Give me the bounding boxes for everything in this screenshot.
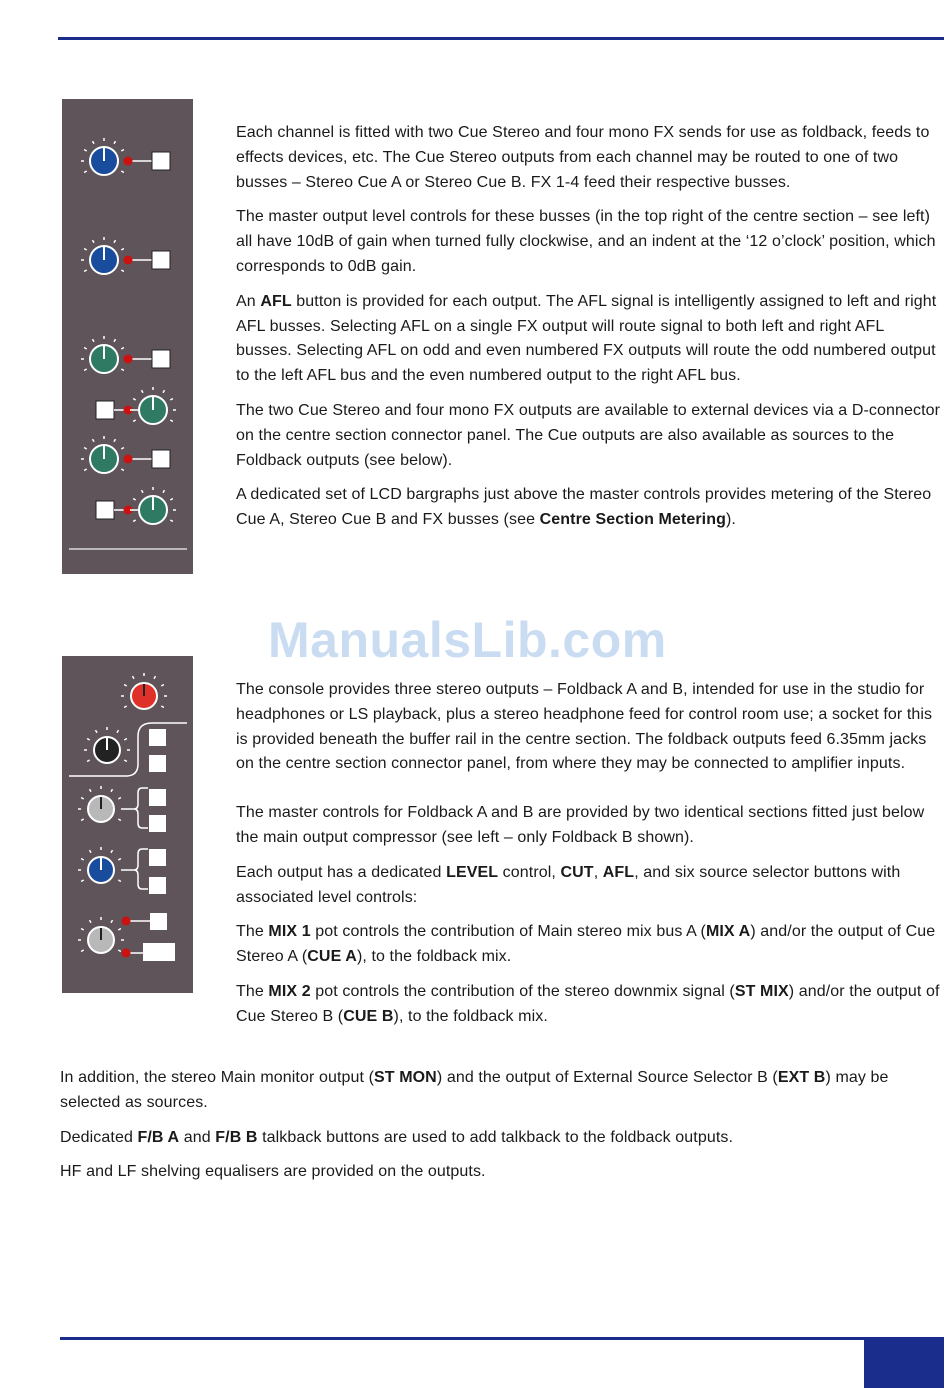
cut-led [122,917,131,926]
fb-level-knob [78,917,124,953]
cue-a-level-knob [81,138,127,175]
mix-a-button [149,789,166,806]
foldback-panel-drawing [62,656,193,993]
mix1-knob [78,786,124,822]
st-mix-button [149,849,166,866]
cue-b-afl-button [152,251,170,269]
outputs-paragraph: The two Cue Stereo and four mono FX outputs are available to external devices via a D-connector on the centre section connector panel. The Cue outputs are also available as sources to the Foldback outputs (see below). [236,401,941,469]
cue-fx-master-panel-illustration [62,99,193,574]
fb-button-2 [149,755,166,772]
foldback-outputs-paragraph: The console provides three stereo outputs – Foldback A and B, intended for use in the studio for headphones or LS playback, plus a stereo headphone feed for control room use; a socket for this is provided beneath the buffer rail in the centre section. The foldback outputs feed 6.35mm jacks on the centre section connector panel, from where they may be connected to amplifier inputs. [236,681,933,773]
afl-paragraph: An AFL button is provided for each output. The AFL signal is intelligently assigned to left and right AFL busses. Selecting AFL on a single FX output will route signal to both left and right AFL busses. Selecting AFL on odd and even numbered FX outputs will route the odd numbered output to the left AFL bus and the even numbered output to the right AFL bus. [236,292,937,385]
cue-b-button [149,877,166,894]
cue-b-led [124,256,133,265]
mix2-knob [78,847,124,883]
fx3-level-knob [81,436,127,473]
fx4-afl-button [96,501,114,519]
talkback-paragraph: Dedicated F/B A and F/B B talkback buttons are used to add talkback to the foldback outputs. [60,1128,734,1146]
foldback-controls-paragraph: Each output has a dedicated LEVEL control, CUT, AFL, and six source selector buttons with associated level controls: [236,863,901,906]
watermark: ManualsLib.com [268,612,667,668]
fx4-level-knob [130,487,176,524]
afl-led [122,949,131,958]
header-rule [58,37,944,40]
master-level-paragraph: The master output level controls for these busses (in the top right of the centre section – see left) all have 10dB of gain when turned fully clockwise, and an indent at the ‘12 o’clock’ position, which corresponds to 0dB gain. [236,208,936,275]
cue-a-led [124,157,133,166]
foldback-master-panel-illustration [62,656,193,993]
page-number-tab [864,1337,944,1388]
mix2-paragraph: The MIX 2 pot controls the contribution of the stereo downmix signal (ST MIX) and/or the output of Cue Stereo B (CUE B), to the foldback mix. [236,982,940,1025]
cut-button [150,913,167,930]
cue-fx-description [236,121,941,543]
footer-rule [60,1337,864,1340]
fx3-afl-button [152,450,170,468]
cue-b-level-knob [81,237,127,274]
fb-red-knob [121,673,167,709]
cue-a-afl-button [152,152,170,170]
foldback-master-paragraph: The master controls for Foldback A and B are provided by two identical sections fitted just below the main output compressor (see left – only Foldback B shown). [236,804,925,846]
cue-fx-panel-drawing [62,99,193,574]
mix1-paragraph: The MIX 1 pot controls the contribution of Main stereo mix bus A (MIX A) and/or the output of Cue Stereo A (CUE A), to the foldback mix. [236,923,936,966]
fx2-level-knob [130,387,176,424]
additional-sources-description [60,1066,940,1195]
fx1-led [124,355,133,364]
metering-paragraph: A dedicated set of LCD bargraphs just above the master controls provides metering of the Stereo Cue A, Stereo Cue B and FX busses (see Centre Section Metering). [236,486,932,529]
foldback-description [236,678,941,1040]
eq-paragraph: HF and LF shelving equalisers are provided on the outputs. [60,1163,486,1181]
additional-sources-paragraph: In addition, the stereo Main monitor output (ST MON) and the output of External Source Selector B (EXT B) may be selected as sources. [60,1069,889,1111]
cue-sends-paragraph: Each channel is fitted with two Cue Stereo and four mono FX sends for use as foldback, feeds to effects devices, etc. The Cue Stereo outputs from each channel may be routed to one of two busses – Stereo Cue A or Stereo Cue B. FX 1-4 feed their respective busses. [236,124,930,191]
fx3-led [124,455,133,464]
fx2-afl-button [96,401,114,419]
fx1-level-knob [81,336,127,373]
fx1-afl-button [152,350,170,368]
afl-button [143,943,175,961]
fb-black-knob [84,727,130,763]
cue-a-button [149,815,166,832]
fb-button-1 [149,729,166,746]
